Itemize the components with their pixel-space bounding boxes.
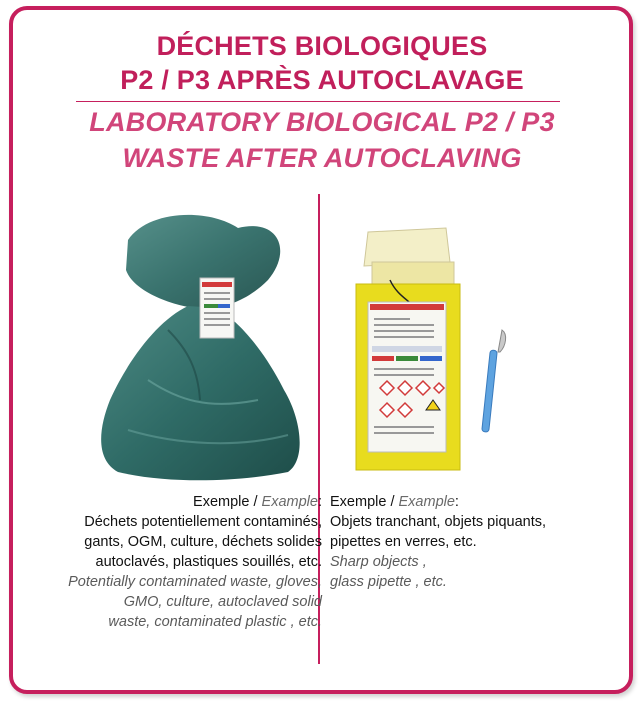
title-french-line-2: P2 / P3 APRÈS AUTOCLAVAGE <box>120 65 524 95</box>
left-fr-line-1: Déchets potentiellement contaminés, <box>84 514 322 530</box>
left-description <box>22 492 322 632</box>
left-en-line-3: waste, contaminated plastic , etc. <box>108 614 322 630</box>
right-fr-line-2: pipettes en verres, etc. <box>330 534 477 550</box>
right-description <box>330 492 610 592</box>
left-en-line-1: Potentially contaminated waste, gloves, <box>68 574 322 590</box>
container-lid <box>364 228 450 266</box>
scalpel-icon <box>482 330 506 432</box>
right-example-label: Exemple / Example: <box>330 494 459 510</box>
sharps-container-illustration <box>350 222 520 474</box>
waste-bag-illustration <box>88 210 308 482</box>
title-divider <box>76 101 560 102</box>
right-fr-line-1: Objets tranchant, objets piquants, <box>330 514 547 530</box>
left-fr-line-2: gants, OGM, culture, déchets solides <box>84 534 322 550</box>
title-english-line-2: WASTE AFTER AUTOCLAVING <box>122 143 522 173</box>
left-example-label: Exemple / Example: <box>193 494 322 510</box>
title-english-line-1: LABORATORY BIOLOGICAL P2 / P3 <box>89 107 555 137</box>
left-en-line-2: GMO, culture, autoclaved solid <box>123 594 322 610</box>
left-fr-line-3: autoclavés, plastiques souillés, etc. <box>95 554 322 570</box>
right-en-line-2: glass pipette , etc. <box>330 574 447 590</box>
right-en-line-1: Sharp objects , <box>330 554 427 570</box>
title-french-line-1: DÉCHETS BIOLOGIQUES <box>156 31 488 61</box>
